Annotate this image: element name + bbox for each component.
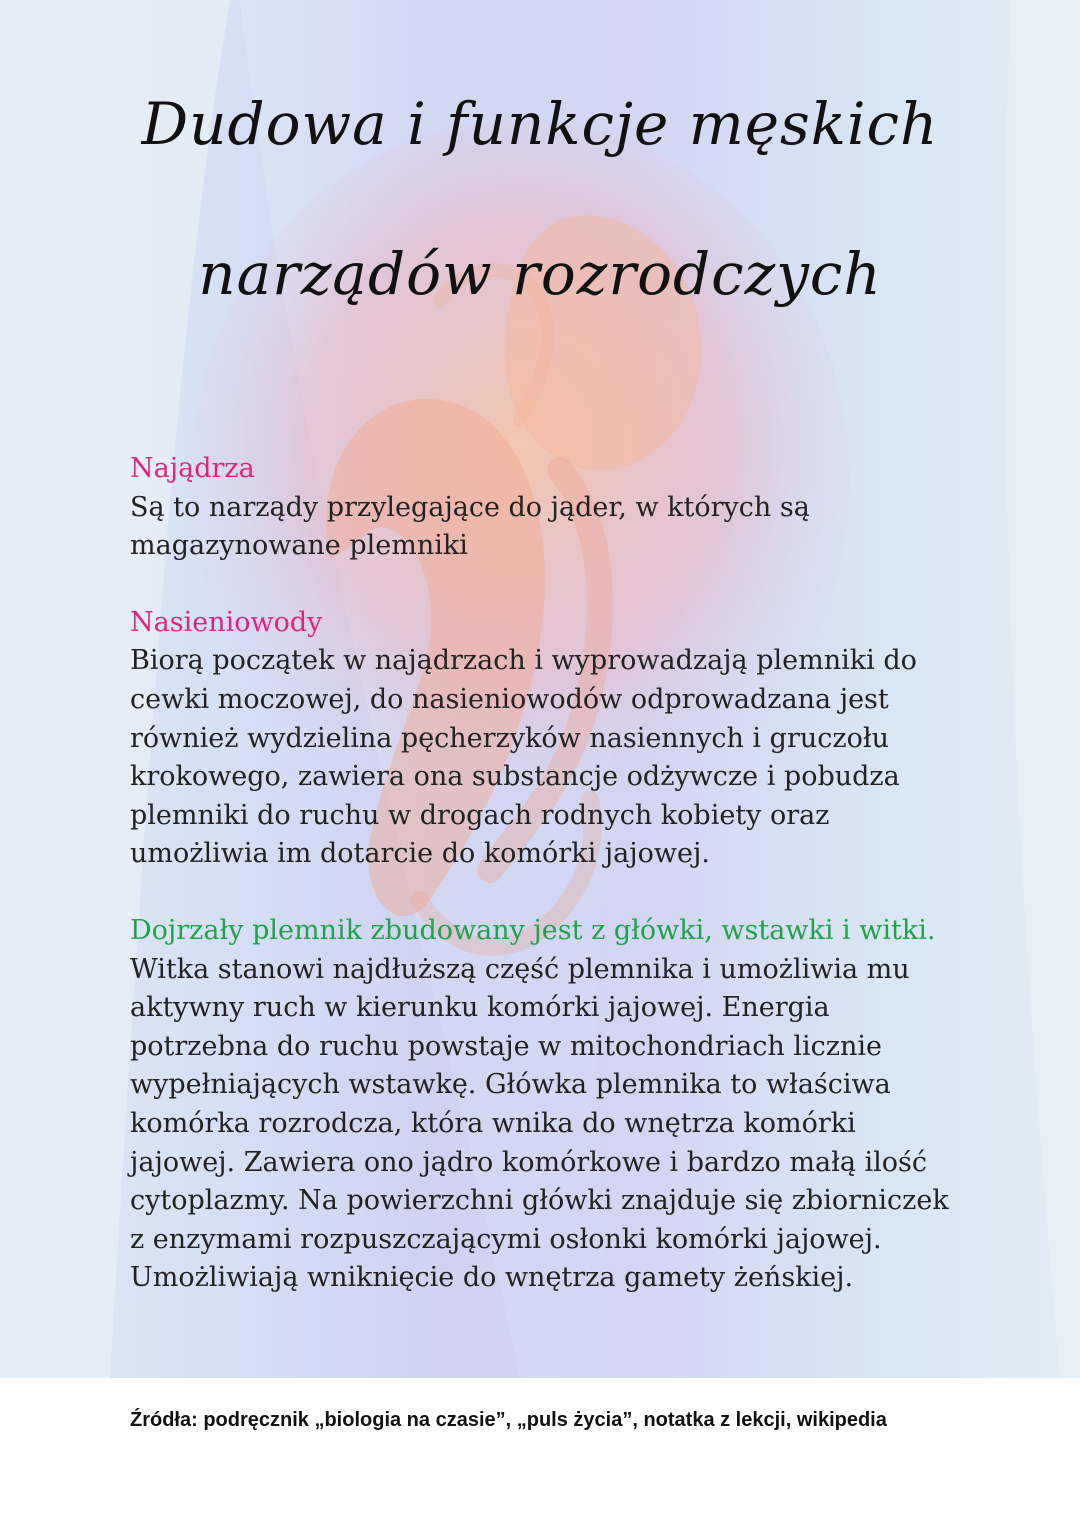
sources-footer: Źródła: podręcznik „biologia na czasie”, „puls życia”, notatka z lekcji, wikipedia	[130, 1409, 887, 1431]
section-heading: Nasieniowody	[130, 606, 323, 638]
section-text: Biorą początek w najądrzach i wyprowadzają plemniki do cewki moczowej, do nasieniowodów odprowadzana jest również wydzielina pęcherzyków nasiennych i gruczołu krokowego, zawiera ona substancje odżywcze i pobudza plemniki do ruchu w drogach rodnych kobiety oraz umożliwia im dotarcie do komórki jajowej.	[130, 645, 917, 870]
section-plemnik	[130, 912, 960, 1298]
title-line-1: Dudowa i funkcje męskich	[141, 90, 939, 158]
title-line-2: narządów rozrodczych	[198, 240, 882, 308]
main-content	[130, 450, 960, 1336]
paragraph-text: Witka stanowi najdłuższą część plemnika i umożliwia mu aktywny ruch w kierunku komórki jajowej. Energia potrzebna do ruchu powstaje w mitochondriach licznie wypełniających wstawkę. Główka plemnika to właściwa komórka rozrodcza, która wnika do wnętrza komórki jajowej. Zawiera ono jądro komórkowe i bardzo małą ilość cytoplazmy. Na powierzchni główki znajduje się zbiorniczek z enzymami rozpuszczającymi osłonki komórki jajowej. Umożliwiają wniknięcie do wnętrza gamety żeńskiej.	[130, 953, 949, 1294]
section-heading: Najądrza	[130, 453, 255, 484]
section-najadrza	[130, 450, 960, 566]
highlighted-sentence: Dojrzały plemnik zbudowany jest z główki, wstawki i witki.	[130, 914, 936, 946]
page-title	[0, 40, 1080, 340]
section-text: Są to narządy przylegające do jąder, w których są magazynowane plemniki	[130, 491, 810, 562]
section-nasieniowody	[130, 604, 960, 874]
